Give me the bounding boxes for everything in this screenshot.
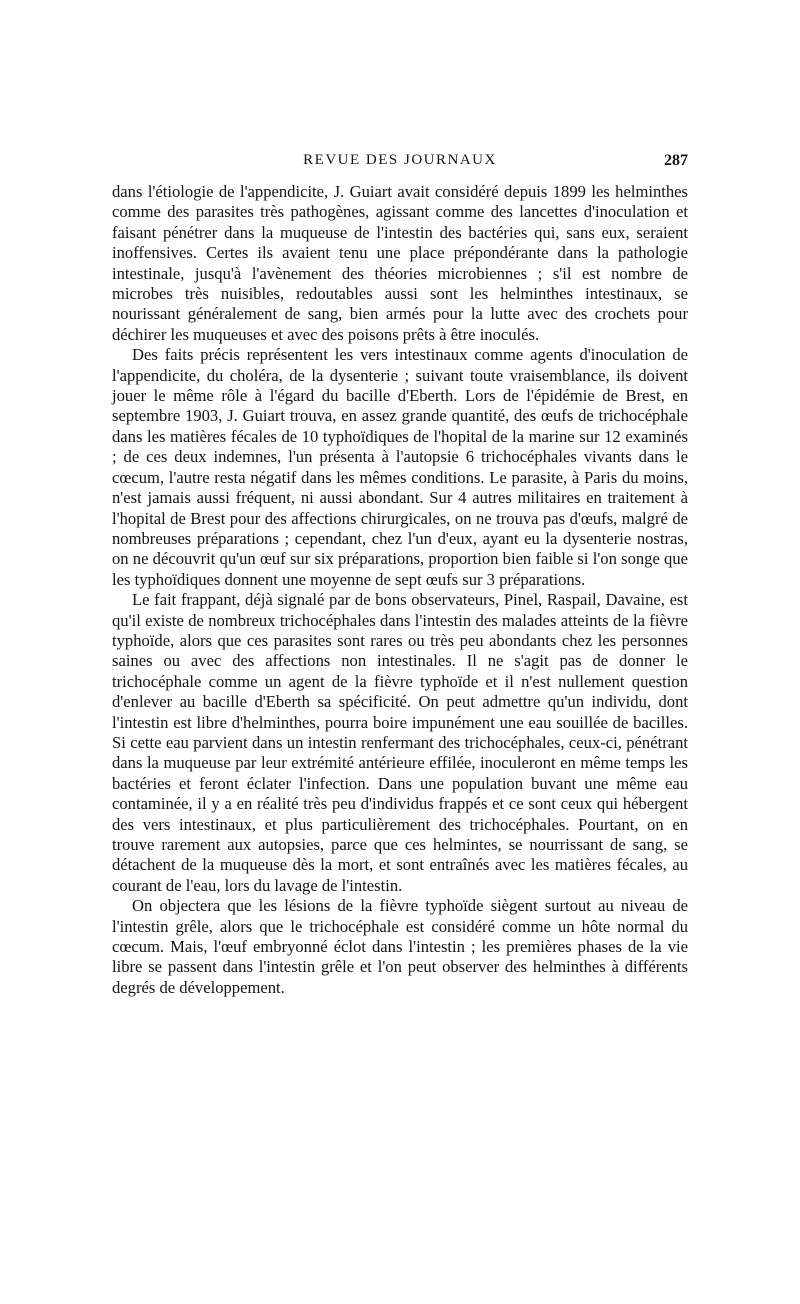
paragraph-2: Des faits précis représentent les vers intestinaux comme agents d'inoculation de l'appendicite, du choléra, de la dysenterie ; suivant toute vraisemblance, ils doivent jouer le même rôle à l'égard du bacille d'Eberth. Lors de l'épidémie de Brest, en septembre 1903, J. Guiart trouva, en assez grande quantité, des œufs de trichocéphale dans les matières fécales de 10 typhoïdiques de l'hopital de la marine sur 12 examinés ; de ces deux indemnes, l'un présenta à l'autopsie 6 trichocéphales vivants dans le cœcum, l'autre resta négatif dans les mêmes conditions. Le parasite, à Paris du moins, n'est jamais aussi fréquent, ni aussi abondant. Sur 4 autres militaires en traitement à l'hopital de Brest pour des affections chirurgicales, on ne trouva pas d'œufs, malgré de nombreuses préparations ; cependant, chez l'un d'eux, ayant eu la dysenterie nostras, on ne découvrit qu'un œuf sur six préparations, proportion bien faible si l'on songe que les typhoïdiques donnent une moyenne de sept œufs sur 3 préparations. (112, 345, 688, 589)
running-head (112, 150, 688, 176)
paragraph-3: Le fait frappant, déjà signalé par de bons observateurs, Pinel, Raspail, Davaine, est qu'il existe de nombreux trichocéphales dans l'intestin des malades atteints de la fièvre typhoïde, alors que ces parasites sont rares ou très peu abondants chez les personnes saines ou avec des affections non intestinales. Il ne s'agit pas de donner le trichocéphale comme un agent de la fièvre typhoïde et il n'est nullement question d'enlever au bacille d'Eberth sa spécificité. On peut admettre qu'un individu, dont l'intestin est libre d'helminthes, pourra boire impunément une eau souillée de bacilles. Si cette eau parvient dans un intestin renfermant des trichocéphales, ceux-ci, pénétrant dans la muqueuse par leur extrémité antérieure effilée, inoculeront en même temps les bactéries et feront éclater l'infection. Dans une population buvant une même eau contaminée, il y a en réalité très peu d'individus frappés et ce sont ceux qui hébergent des vers intestinaux, et plus particulièrement des trichocéphales. Pourtant, on en trouve rarement aux autopsies, parce que ces helmintes, se nourrissant de sang, se détachent de la muqueuse dès la mort, et sont entraînés avec les matières fécales, au courant de l'eau, lors du lavage de l'intestin. (112, 590, 688, 895)
running-head-title: REVUE DES JOURNAUX (303, 152, 497, 168)
paragraph-4: On objectera que les lésions de la fièvre typhoïde siègent surtout au niveau de l'intestin grêle, alors que le trichocéphale est considéré comme un hôte normal du cœcum. Mais, l'œuf embryonné éclot dans l'intestin ; les premières phases de la vie libre se passent dans l'intestin grêle et l'on peut observer des helminthes à différents degrés de développement. (112, 896, 688, 997)
document-page (112, 150, 688, 998)
page-number: 287 (664, 152, 688, 169)
paragraph-1: dans l'étiologie de l'appendicite, J. Guiart avait considéré depuis 1899 les helminthes comme des parasites très pathogènes, agissant comme des lancettes d'inoculation et faisant pénétrer dans la muqueuse de l'intestin des bactéries qui, sans eux, seraient inoffensives. Certes ils avaient tenu une place prépondérante dans la pathologie intestinale, jusqu'à l'avènement des théories microbiennes ; s'il est nombre de microbes très nuisibles, redoutables aussi sont les helminthes intestinaux, se nourissant généralement de sang, bien armés pour la lutte avec des crochets pour déchirer les muqueuses et avec des poisons prêts à être inoculés. (112, 182, 688, 344)
